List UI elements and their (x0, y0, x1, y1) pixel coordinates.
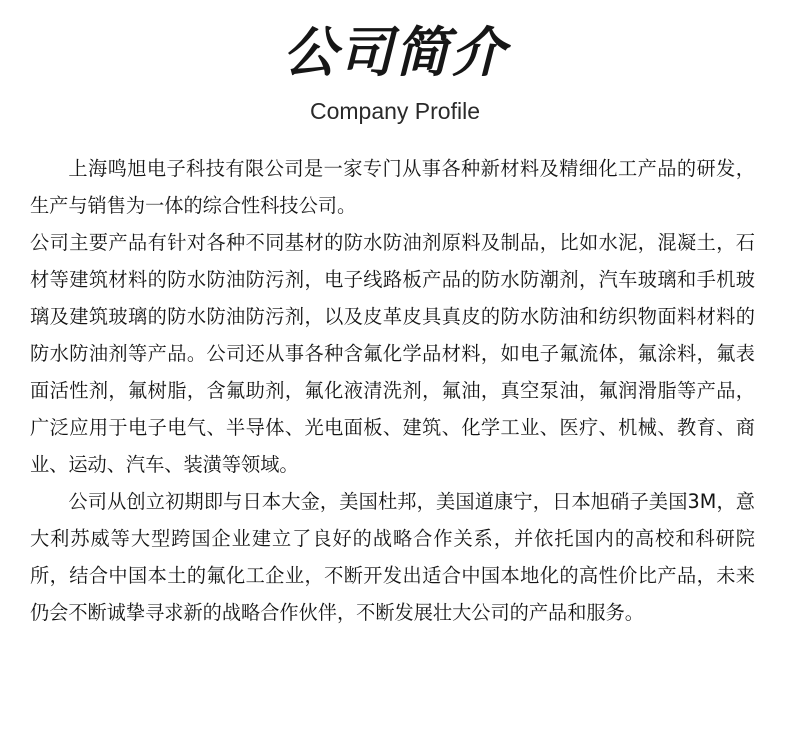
products-paragraph: 公司主要产品有针对各种不同基材的防水防油剂原料及制品，比如水泥，混凝土，石材等建筑材料的防水防油防污剂，电子线路板产品的防水防潮剂，汽车玻璃和手机玻璃及建筑玻璃的防水防油防污剂，以及皮革皮具真皮的防水防油和纺织物面料材料的防水防油剂等产品。公司还从事各种含氟化学品材料，如电子氟流体，氟涂料，氟表面活性剂，氟树脂，含氟助剂，氟化液清洗剂，氟油，真空泵油，氟润滑脂等产品，广泛应用于电子电气、半导体、光电面板、建筑、化学工业、医疗、机械、教育、商业、运动、汽车、装潢等领域。 (30, 231, 755, 476)
page-header (0, 18, 790, 126)
profile-body (30, 150, 755, 631)
page-title: 公司简介 (283, 21, 507, 84)
page-subtitle: Company Profile (309, 98, 481, 124)
partnership-paragraph: 公司从创立初期即与日本大金，美国杜邦，美国道康宁，日本旭硝子美国3M，意大利苏威等大型跨国企业建立了良好的战略合作关系，并依托国内的高校和科研院所，结合中国本土的氟化工企业，不断开发出适合中国本地化的高性价比产品，未来仍会不断诚挚寻求新的战略合作伙伴，不断发展壮大公司的产品和服务。 (30, 490, 755, 624)
intro-paragraph: 上海鸣旭电子科技有限公司是一家专门从事各种新材料及精细化工产品的研发，生产与销售为一体的综合性科技公司。 (30, 157, 755, 217)
